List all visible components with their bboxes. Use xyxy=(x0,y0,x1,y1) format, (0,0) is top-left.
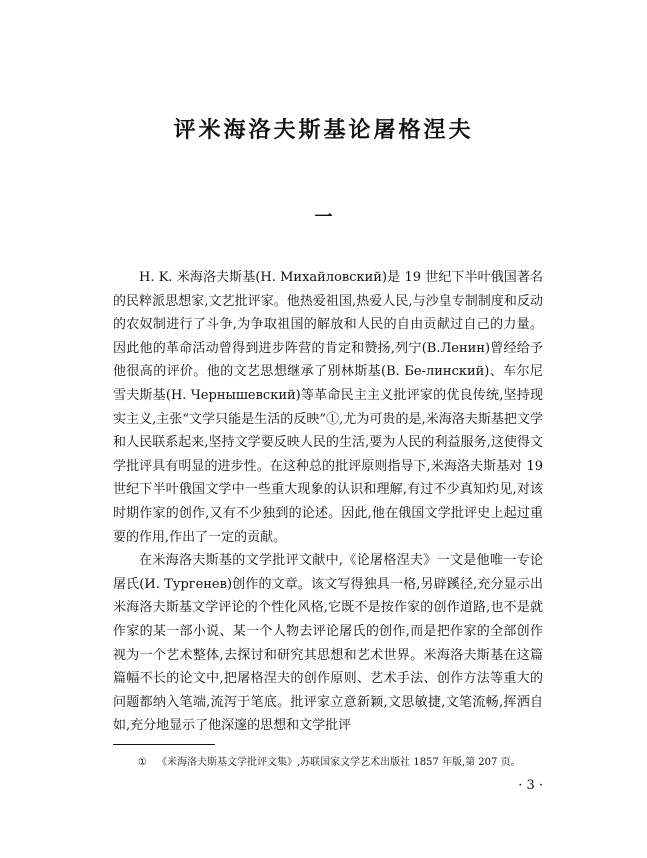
footnote-marker: ① xyxy=(138,757,147,768)
paragraph-2 xyxy=(113,549,543,738)
paragraph-2-text: 在米海洛夫斯基的文学批评文献中,《论屠格涅夫》一文是他唯一专论屠氏(И. Тургенев)创作的文章。该文写得独具一格,另辟蹊径,充分显示出米海洛夫斯基文学评论的个性化风格,它既不是按作家的创作道路,也不是就作家的某一部小说、某一个人物去评论屠氏的创作,而是把作家的全部创作视为一个艺术整体,去探讨和研究其思想和艺术世界。米海洛夫斯基在这篇篇幅不长的论文中,把屠格涅夫的创作原则、艺术手法、创作方法等重大的问题都纳入笔端,流泻于笔底。批评家立意新颖,文思敏捷,文笔流畅,挥洒自如,充分地显示了他深邃的思想和文学批评 xyxy=(113,553,543,734)
page-number: · 3 · xyxy=(518,778,543,793)
chapter-title: 评米海洛夫斯基论屠格涅夫 xyxy=(173,117,474,143)
footnote-divider xyxy=(113,744,215,745)
paragraph-1-text: H. K. 米海洛夫斯基(Н. Михайловский)是 19 世纪下半叶俄国著名的民粹派思想家,文艺批评家。他热爱祖国,热爱人民,与沙皇专制制度和反动的农奴制进行了斗争,为争取祖国的解放和人民的自由贡献过自己的力量。因此他的革命活动曾得到进步阵营的肯定和赞扬,列宁(В.Ленин)曾经给予他很高的评价。他的文艺思想继承了别林斯基(В. Бе-линский)、车尔尼雪夫斯基(Н. Чернышевский)等革命民主主义批评家的优良传统,坚持现实主义,主张“文学只能是生活的反映”①,尤为可贵的是,米海洛夫斯基把文学和人民联系起来,坚持文学要反映人民的生活,要为人民的利益服务,这使得文学批评具有明显的进步性。在这种总的批评原则指导下,米海洛夫斯基对 19 世纪下半叶俄国文学中一些重大现象的认识和理解,有过不少真知灼见,对该时期作家的创作,又有不少独到的论述。因此,他在俄国文学批评史上起过重要的作用,作出了一定的贡献。 xyxy=(113,270,543,545)
footnote-text: 《米海洛夫斯基文学批评文集》,苏联国家文学艺术出版社 1857 年版,第 207 页。 xyxy=(156,757,521,768)
footnote xyxy=(138,755,543,771)
paragraph-1 xyxy=(113,266,543,549)
section-number: 一 xyxy=(314,207,333,228)
body-text xyxy=(113,266,543,738)
